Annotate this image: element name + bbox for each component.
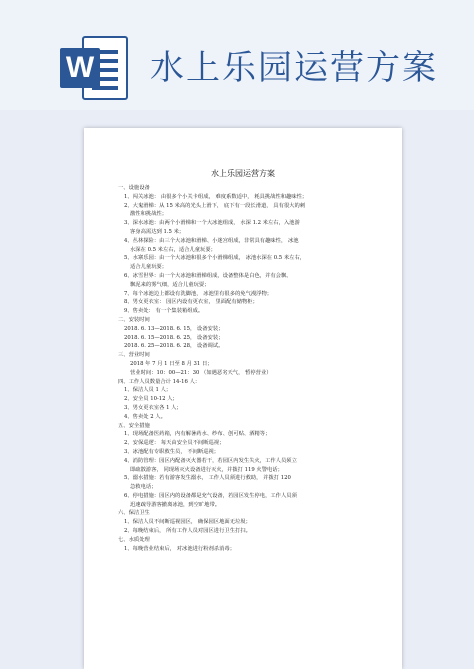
document-line: 2018. 6. 15—2018. 6. 25， 设备安装；	[124, 334, 224, 341]
document-line: 适合儿童玩耍；	[130, 264, 168, 271]
document-line: 迅速疏导游客撤离冰池，到空旷地带。	[130, 501, 221, 508]
word-logo-letter: W	[60, 48, 100, 88]
document-line: 1、闯关冰池： 由很多个小关卡组成， 难度系数适中， 耗具挑战性和趣味性；	[124, 193, 308, 200]
document-line: 2018 年 7 月 1 日至 8 月 31 日；	[130, 360, 213, 367]
document-line: 激性和挑战性；	[130, 211, 168, 218]
document-line: 1、现场配备医药箱，内有解暑药水、纱布、创可贴、酒精等；	[124, 431, 271, 438]
document-line: 1、保洁人员不间断巡视园区， 确保园区地面无垃圾；	[124, 519, 251, 526]
document-line: 2、大鬼滑梯：从 15 米高的光头上滑下， 底下有一段长滑道， 具有很大的刺	[124, 202, 306, 209]
document-line: 2、安保巡逻： 每天由安全员不间断巡视；	[124, 440, 225, 447]
document-line: 6、停电措施：园区内的设备都是充气设备，若园区发生停电，工作人员须	[124, 492, 297, 499]
document-line: 急救电话；	[130, 484, 157, 491]
document-line: 六、保洁卫生	[118, 510, 150, 517]
document-line: 4、消防管理：园区内配备灭火器若干，若园区内发生失火，工作人员须立	[124, 457, 297, 464]
document-line: 3、男女更衣室各 1 人；	[124, 404, 182, 411]
document-line: 七、水质处理	[118, 536, 150, 543]
document-line: 一、设施设备	[118, 185, 150, 191]
document-line: 3、冰池配有专职救生员， 不间断巡视；	[124, 448, 220, 455]
document-line: 6、冰雪世界：由一个大冰池和滑梯组成，设备整体是白色，并有会飘、	[124, 272, 292, 279]
banner	[0, 0, 474, 110]
document-line: 客身高需达到 1.5 米；	[130, 228, 185, 235]
document-line: 2、安全员 10-12 人；	[124, 396, 178, 403]
document-line: 2、每晚结束后， 所有工作人员对园区进行卫生打扫。	[124, 528, 251, 535]
document-line: 8、男女更衣室： 园区内设有更衣室， 里面配有储物柜；	[124, 299, 258, 306]
document-line: 9、售卖处： 有一个集装箱组成。	[124, 308, 204, 315]
document-line: 三、营业时间	[118, 352, 150, 359]
word-document-icon	[60, 36, 128, 100]
document-line: 4、售卖处 2 人。	[124, 413, 166, 420]
banner-title: 水上乐园运营方案	[150, 48, 438, 88]
document-line: 7、每个冰池边上都设有洗脚池， 冰池里有很多的免气漫浮物；	[124, 290, 273, 297]
document-line: 飘泥来的雾气细，适合儿童玩耍；	[130, 281, 210, 288]
document-line: 五、安全措施	[118, 422, 150, 429]
document-line: 水深在 0.5 米左右，适合儿童玩耍；	[130, 246, 216, 253]
document-line: 5、溺水措施：若有游客发生溺水， 工作人员须进行救助， 并拨打 120	[124, 475, 291, 482]
document-page	[84, 128, 402, 669]
document-body	[118, 184, 378, 553]
document-line: 4、丛林探险：由三个大冰池和滑梯、小迷宫组成，非常具有趣味性， 冰池	[124, 237, 299, 244]
document-line: 1、每晚营业结束后， 对冰池进行粉剂杀消毒；	[124, 545, 235, 552]
document-line: 5、水寨乐园：由一个大冰池和很多个小滑梯组成， 冰池水深在 0.5 米左右，	[124, 255, 306, 262]
document-line: 3、深水冰池：由两个小滑梯和一个大冰池组成， 水深 1.2 米左右，入池游	[124, 220, 300, 227]
document-line: 1、保洁人员 1 人；	[124, 387, 172, 394]
document-line: 四、工作人员数量合计 14-16 人：	[118, 378, 201, 385]
document-line: 二、安装时间	[118, 316, 150, 323]
document-line: 2018. 6. 13—2018. 6. 15， 设备安装；	[124, 325, 224, 332]
document-title: 水上乐园运营方案	[211, 169, 275, 178]
document-line: 即疏散游客， 同现场灭火设备进行灭火，并拨打 119 火警电话；	[130, 466, 283, 473]
document-line: 营业时间：10：00—21：30 （如遇恶劣天气， 暂停营业）	[130, 369, 272, 376]
document-line: 2018. 6. 25—2018. 6. 28， 设备调试。	[124, 343, 224, 350]
